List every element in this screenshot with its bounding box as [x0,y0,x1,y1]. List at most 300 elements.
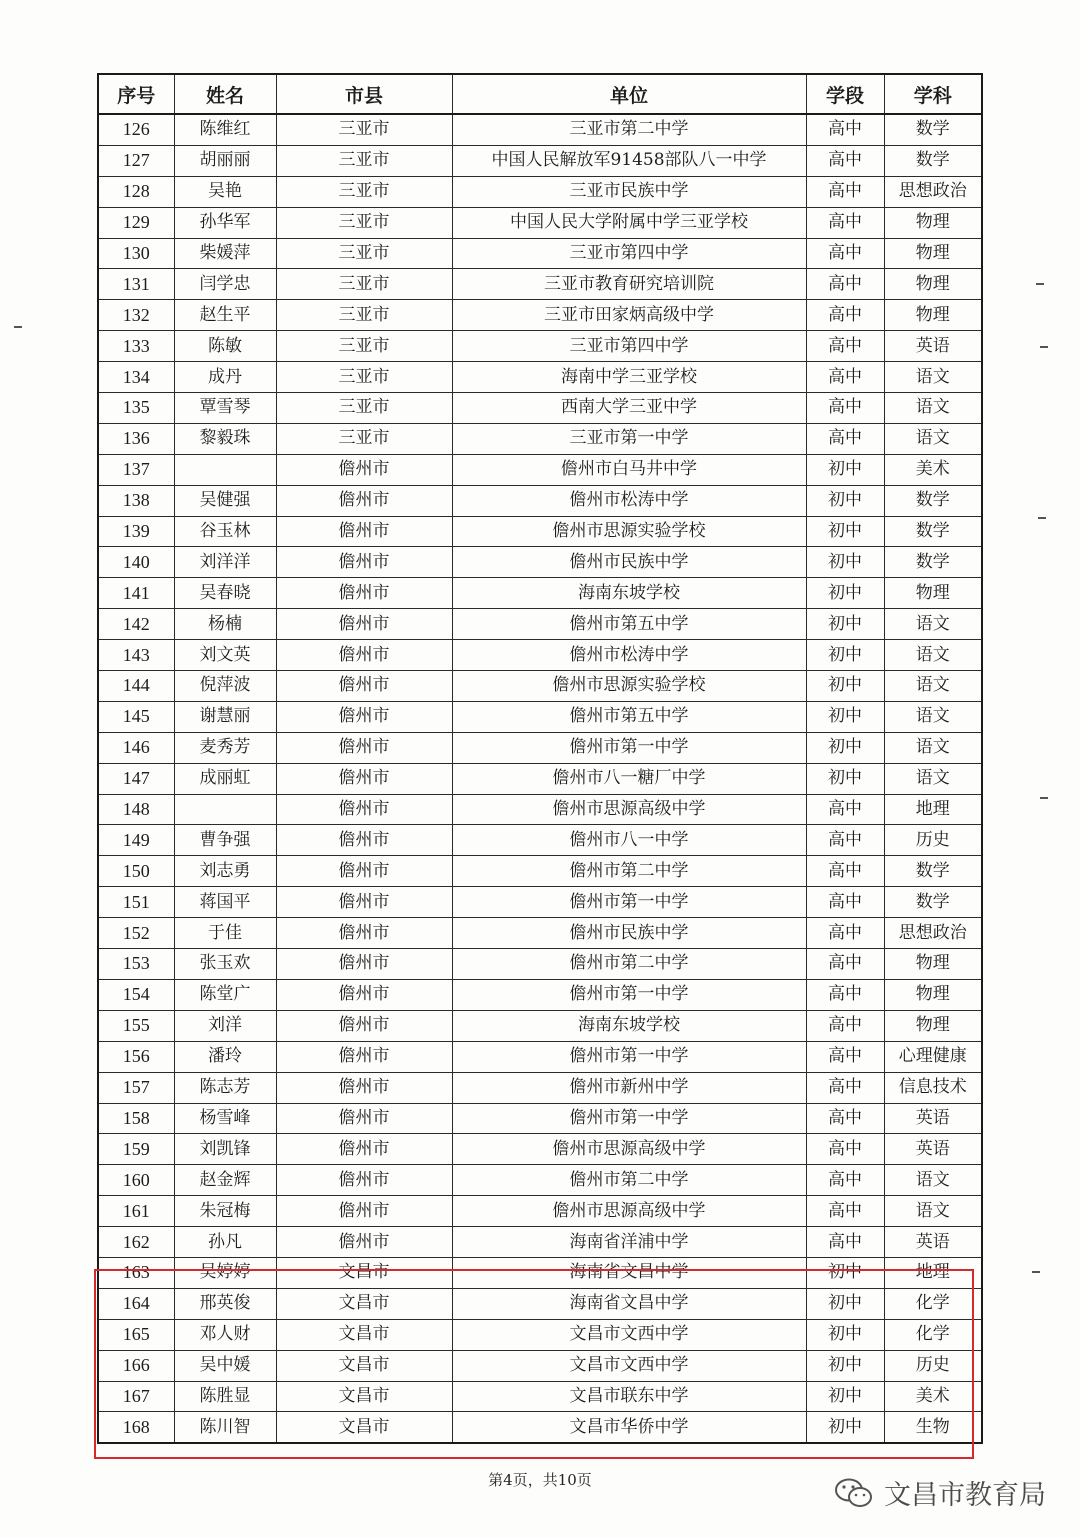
cell-city: 儋州市 [276,578,452,609]
header-stage: 学段 [806,74,884,114]
cell-unit: 儋州市思源实验学校 [452,516,806,547]
cell-stage: 高中 [806,238,884,269]
table-row [98,176,982,207]
cell-city: 儋州市 [276,1041,452,1072]
cell-city: 儋州市 [276,1165,452,1196]
cell-city: 儋州市 [276,732,452,763]
cell-unit: 海南省文昌中学 [452,1288,806,1319]
cell-subject: 英语 [884,331,982,362]
cell-index: 166 [98,1350,174,1381]
header-city: 市县 [276,74,452,114]
cell-subject: 化学 [884,1319,982,1350]
cell-subject: 地理 [884,1257,982,1288]
cell-index: 147 [98,763,174,794]
teacher-roster-table [97,73,983,1444]
table-row [98,547,982,578]
cell-index: 140 [98,547,174,578]
cell-unit: 海南中学三亚学校 [452,362,806,393]
cell-city: 儋州市 [276,825,452,856]
cell-name: 杨楠 [174,609,276,640]
table-row [98,949,982,980]
cell-index: 154 [98,979,174,1010]
cell-subject: 语文 [884,732,982,763]
table-row [98,794,982,825]
table-row [98,887,982,918]
cell-city: 儋州市 [276,979,452,1010]
table-row [98,454,982,485]
cell-index: 126 [98,114,174,145]
table-row [98,269,982,300]
cell-stage: 初中 [806,1350,884,1381]
cell-subject: 语文 [884,640,982,671]
cell-name: 于佳 [174,918,276,949]
cell-subject: 数学 [884,516,982,547]
cell-unit: 儋州市第一中学 [452,979,806,1010]
page-footer: 第4页，共10页 [488,1471,592,1489]
account-watermark [834,1473,1046,1512]
cell-subject: 地理 [884,794,982,825]
cell-subject: 美术 [884,1381,982,1412]
cell-unit: 海南省文昌中学 [452,1257,806,1288]
cell-stage: 高中 [806,145,884,176]
cell-stage: 初中 [806,1381,884,1412]
cell-city: 儋州市 [276,454,452,485]
cell-index: 133 [98,331,174,362]
table-row [98,671,982,702]
table-row [98,1165,982,1196]
cell-city: 儋州市 [276,609,452,640]
cell-name: 陈堂广 [174,979,276,1010]
cell-subject: 数学 [884,887,982,918]
cell-name: 吴中媛 [174,1350,276,1381]
cell-subject: 物理 [884,269,982,300]
table-row [98,1381,982,1412]
cell-name: 麦秀芳 [174,732,276,763]
cell-stage: 初中 [806,454,884,485]
cell-subject: 语文 [884,423,982,454]
table-row [98,331,982,362]
cell-index: 152 [98,918,174,949]
table-row [98,1134,982,1165]
table-header-row [98,74,982,114]
cell-city: 三亚市 [276,145,452,176]
cell-name: 邓人财 [174,1319,276,1350]
table-row [98,423,982,454]
cell-name: 覃雪琴 [174,393,276,424]
cell-unit: 三亚市第四中学 [452,238,806,269]
cell-stage: 初中 [806,732,884,763]
cell-unit: 文昌市联东中学 [452,1381,806,1412]
cell-stage: 初中 [806,609,884,640]
cell-stage: 高中 [806,207,884,238]
cell-unit: 儋州市新州中学 [452,1072,806,1103]
cell-index: 157 [98,1072,174,1103]
cell-name: 孙华军 [174,207,276,238]
cell-name: 潘玲 [174,1041,276,1072]
cell-unit: 儋州市思源高级中学 [452,1196,806,1227]
cell-city: 儋州市 [276,763,452,794]
cell-index: 164 [98,1288,174,1319]
cell-index: 160 [98,1165,174,1196]
cell-name: 邢英俊 [174,1288,276,1319]
cell-stage: 高中 [806,423,884,454]
cell-subject: 语文 [884,763,982,794]
cell-unit: 三亚市第二中学 [452,114,806,145]
cell-name: 孙凡 [174,1227,276,1258]
cell-stage: 初中 [806,578,884,609]
cell-index: 144 [98,671,174,702]
cell-unit: 儋州市八一中学 [452,825,806,856]
cell-stage: 高中 [806,794,884,825]
cell-subject: 英语 [884,1227,982,1258]
wechat-icon [834,1476,874,1510]
cell-name: 陈维红 [174,114,276,145]
cell-city: 三亚市 [276,176,452,207]
scan-speck [1032,1271,1040,1273]
cell-stage: 高中 [806,393,884,424]
table-row [98,1412,982,1443]
cell-unit: 儋州市第一中学 [452,887,806,918]
cell-stage: 高中 [806,176,884,207]
cell-city: 儋州市 [276,856,452,887]
cell-subject: 语文 [884,671,982,702]
cell-city: 儋州市 [276,794,452,825]
cell-city: 三亚市 [276,238,452,269]
cell-unit: 文昌市文西中学 [452,1350,806,1381]
cell-subject: 英语 [884,1134,982,1165]
cell-city: 儋州市 [276,516,452,547]
cell-name: 曹争强 [174,825,276,856]
scan-speck [14,326,22,328]
cell-city: 三亚市 [276,362,452,393]
cell-subject: 物理 [884,949,982,980]
cell-subject: 数学 [884,485,982,516]
table-row [98,640,982,671]
cell-index: 150 [98,856,174,887]
cell-subject: 物理 [884,238,982,269]
cell-name: 刘洋 [174,1010,276,1041]
cell-index: 135 [98,393,174,424]
cell-unit: 儋州市民族中学 [452,918,806,949]
cell-index: 167 [98,1381,174,1412]
cell-index: 153 [98,949,174,980]
cell-name: 吴健强 [174,485,276,516]
cell-name: 胡丽丽 [174,145,276,176]
cell-name: 赵生平 [174,300,276,331]
cell-city: 儋州市 [276,1196,452,1227]
cell-name: 张玉欢 [174,949,276,980]
cell-stage: 高中 [806,1165,884,1196]
cell-subject: 英语 [884,1103,982,1134]
header-unit: 单位 [452,74,806,114]
cell-index: 138 [98,485,174,516]
cell-stage: 高中 [806,979,884,1010]
cell-subject: 思想政治 [884,918,982,949]
cell-subject: 语文 [884,1196,982,1227]
cell-name: 柴媛萍 [174,238,276,269]
cell-city: 文昌市 [276,1350,452,1381]
table-row [98,393,982,424]
cell-stage: 初中 [806,763,884,794]
cell-city: 儋州市 [276,918,452,949]
cell-index: 136 [98,423,174,454]
cell-subject: 历史 [884,1350,982,1381]
cell-name: 刘凯锋 [174,1134,276,1165]
cell-name: 刘志勇 [174,856,276,887]
cell-name: 成丽虹 [174,763,276,794]
cell-name: 朱冠梅 [174,1196,276,1227]
cell-stage: 初中 [806,1319,884,1350]
cell-name: 刘洋洋 [174,547,276,578]
cell-city: 儋州市 [276,485,452,516]
cell-stage: 初中 [806,547,884,578]
cell-city: 三亚市 [276,269,452,300]
cell-subject: 物理 [884,300,982,331]
cell-unit: 中国人民大学附属中学三亚学校 [452,207,806,238]
table-row [98,1196,982,1227]
cell-index: 155 [98,1010,174,1041]
cell-stage: 初中 [806,640,884,671]
cell-index: 148 [98,794,174,825]
cell-index: 143 [98,640,174,671]
cell-city: 文昌市 [276,1381,452,1412]
cell-unit: 儋州市思源高级中学 [452,1134,806,1165]
cell-stage: 初中 [806,1412,884,1443]
cell-stage: 高中 [806,887,884,918]
cell-subject: 数学 [884,114,982,145]
cell-unit: 海南省洋浦中学 [452,1227,806,1258]
cell-stage: 初中 [806,516,884,547]
cell-name: 吴婷婷 [174,1257,276,1288]
cell-name: 谢慧丽 [174,701,276,732]
cell-subject: 生物 [884,1412,982,1443]
cell-subject: 物理 [884,207,982,238]
cell-city: 儋州市 [276,1103,452,1134]
cell-unit: 西南大学三亚中学 [452,393,806,424]
cell-unit: 儋州市白马井中学 [452,454,806,485]
table-row [98,1072,982,1103]
cell-index: 131 [98,269,174,300]
cell-stage: 高中 [806,1227,884,1258]
cell-index: 162 [98,1227,174,1258]
cell-subject: 心理健康 [884,1041,982,1072]
cell-city: 三亚市 [276,300,452,331]
table-row [98,485,982,516]
header-index: 序号 [98,74,174,114]
cell-city: 儋州市 [276,701,452,732]
cell-city: 儋州市 [276,1227,452,1258]
cell-index: 165 [98,1319,174,1350]
cell-index: 145 [98,701,174,732]
cell-stage: 高中 [806,1041,884,1072]
cell-city: 儋州市 [276,1134,452,1165]
cell-subject: 数学 [884,145,982,176]
table-row [98,609,982,640]
cell-index: 159 [98,1134,174,1165]
cell-unit: 儋州市松涛中学 [452,640,806,671]
table-body [98,114,982,1443]
cell-name: 倪萍波 [174,671,276,702]
cell-unit: 儋州市第五中学 [452,701,806,732]
cell-subject: 语文 [884,362,982,393]
cell-city: 三亚市 [276,207,452,238]
table-row [98,1227,982,1258]
cell-index: 128 [98,176,174,207]
cell-subject: 语文 [884,609,982,640]
table-row [98,856,982,887]
cell-unit: 儋州市松涛中学 [452,485,806,516]
cell-index: 134 [98,362,174,393]
cell-subject: 物理 [884,979,982,1010]
cell-name: 刘文英 [174,640,276,671]
cell-stage: 高中 [806,300,884,331]
table-row [98,1041,982,1072]
table-row [98,145,982,176]
table-row [98,732,982,763]
cell-subject: 语文 [884,1165,982,1196]
cell-unit: 三亚市田家炳高级中学 [452,300,806,331]
cell-index: 141 [98,578,174,609]
cell-unit: 中国人民解放军91458部队八一中学 [452,145,806,176]
cell-index: 163 [98,1257,174,1288]
cell-index: 130 [98,238,174,269]
scan-speck [1036,283,1044,285]
cell-name: 吴艳 [174,176,276,207]
cell-unit: 儋州市第一中学 [452,732,806,763]
cell-unit: 海南东坡学校 [452,578,806,609]
cell-stage: 高中 [806,918,884,949]
cell-stage: 初中 [806,701,884,732]
cell-city: 儋州市 [276,887,452,918]
cell-stage: 高中 [806,1103,884,1134]
cell-name: 闫学忠 [174,269,276,300]
table-row [98,1257,982,1288]
cell-name: 陈川智 [174,1412,276,1443]
cell-name: 谷玉林 [174,516,276,547]
cell-stage: 初中 [806,485,884,516]
cell-unit: 儋州市第二中学 [452,1165,806,1196]
cell-unit: 文昌市文西中学 [452,1319,806,1350]
table-row [98,701,982,732]
cell-unit: 儋州市思源高级中学 [452,794,806,825]
cell-subject: 物理 [884,1010,982,1041]
table-row [98,1103,982,1134]
cell-name: 杨雪峰 [174,1103,276,1134]
cell-name: 成丹 [174,362,276,393]
cell-stage: 初中 [806,1257,884,1288]
cell-name [174,454,276,485]
cell-index: 151 [98,887,174,918]
cell-subject: 美术 [884,454,982,485]
table-row [98,1319,982,1350]
cell-stage: 高中 [806,825,884,856]
cell-stage: 高中 [806,949,884,980]
table-row [98,516,982,547]
cell-index: 139 [98,516,174,547]
cell-unit: 三亚市教育研究培训院 [452,269,806,300]
cell-name: 赵金辉 [174,1165,276,1196]
cell-city: 文昌市 [276,1412,452,1443]
cell-name: 黎毅珠 [174,423,276,454]
cell-unit: 三亚市第一中学 [452,423,806,454]
cell-stage: 高中 [806,1196,884,1227]
cell-name: 陈敏 [174,331,276,362]
cell-city: 儋州市 [276,547,452,578]
table-row [98,362,982,393]
scan-speck [1040,797,1048,799]
cell-city: 儋州市 [276,1072,452,1103]
cell-city: 儋州市 [276,949,452,980]
cell-unit: 海南东坡学校 [452,1010,806,1041]
cell-name: 陈胜显 [174,1381,276,1412]
table-row [98,1350,982,1381]
cell-stage: 初中 [806,671,884,702]
cell-index: 161 [98,1196,174,1227]
table-row [98,1288,982,1319]
cell-stage: 高中 [806,1072,884,1103]
cell-subject: 历史 [884,825,982,856]
cell-stage: 初中 [806,1288,884,1319]
scan-speck [1040,346,1048,348]
cell-city: 三亚市 [276,423,452,454]
cell-index: 137 [98,454,174,485]
cell-city: 文昌市 [276,1319,452,1350]
watermark-text: 文昌市教育局 [884,1480,1046,1511]
cell-city: 三亚市 [276,114,452,145]
cell-index: 168 [98,1412,174,1443]
cell-stage: 高中 [806,362,884,393]
cell-city: 三亚市 [276,393,452,424]
cell-index: 129 [98,207,174,238]
cell-subject: 数学 [884,856,982,887]
cell-subject: 物理 [884,578,982,609]
cell-subject: 数学 [884,547,982,578]
cell-name: 蒋国平 [174,887,276,918]
cell-unit: 三亚市第四中学 [452,331,806,362]
table-row [98,207,982,238]
table-row [98,979,982,1010]
cell-index: 142 [98,609,174,640]
cell-unit: 儋州市第二中学 [452,856,806,887]
cell-unit: 儋州市八一糖厂中学 [452,763,806,794]
scan-speck [1038,517,1046,519]
cell-index: 132 [98,300,174,331]
cell-unit: 儋州市思源实验学校 [452,671,806,702]
cell-unit: 儋州市第一中学 [452,1103,806,1134]
cell-unit: 儋州市民族中学 [452,547,806,578]
cell-unit: 三亚市民族中学 [452,176,806,207]
cell-stage: 高中 [806,1010,884,1041]
cell-stage: 高中 [806,114,884,145]
cell-index: 127 [98,145,174,176]
table-row [98,918,982,949]
table-row [98,763,982,794]
table-row [98,238,982,269]
cell-city: 儋州市 [276,640,452,671]
table-row [98,825,982,856]
cell-subject: 思想政治 [884,176,982,207]
cell-city: 文昌市 [276,1257,452,1288]
cell-stage: 高中 [806,856,884,887]
cell-city: 文昌市 [276,1288,452,1319]
cell-index: 156 [98,1041,174,1072]
cell-stage: 高中 [806,331,884,362]
cell-stage: 高中 [806,1134,884,1165]
cell-unit: 儋州市第五中学 [452,609,806,640]
table-row [98,300,982,331]
table-row [98,114,982,145]
cell-name: 吴春晓 [174,578,276,609]
